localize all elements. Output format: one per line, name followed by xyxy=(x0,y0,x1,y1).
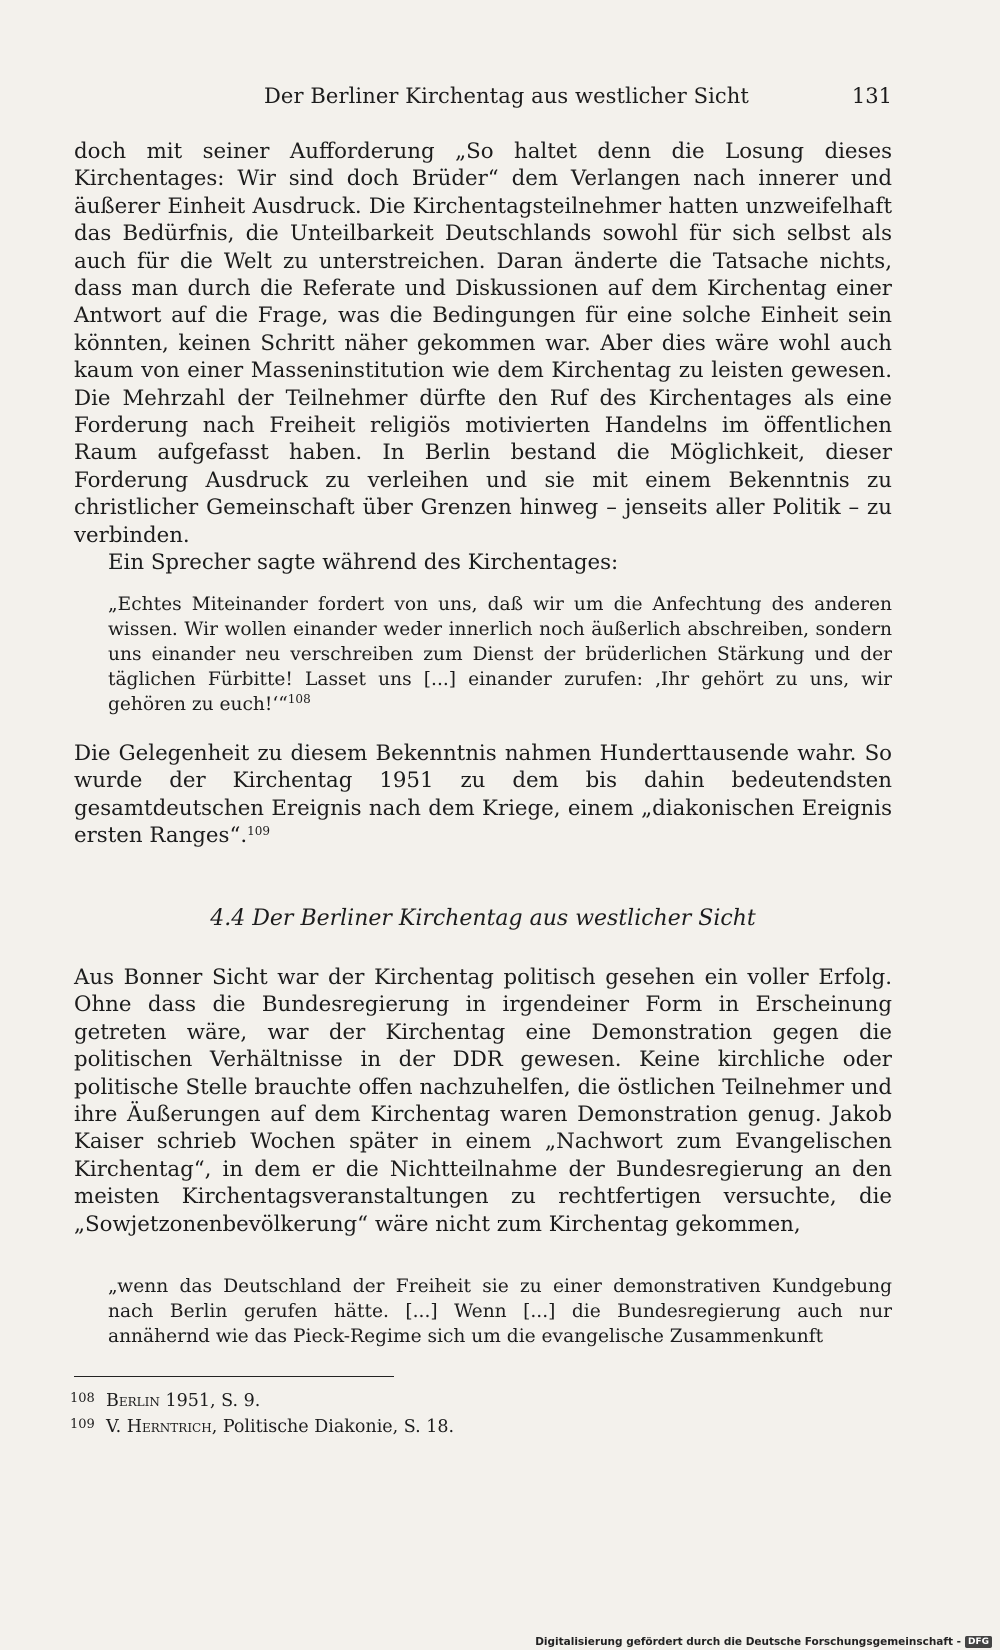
footnotes xyxy=(70,1387,890,1439)
footnote-ref-109[interactable]: 109 xyxy=(247,824,271,839)
footnote-108 xyxy=(70,1387,890,1413)
quote-2-text: „wenn das Deutschland der Freiheit sie zu einer demonstrativen Kundgebung nach Berlin gerufen hätte. [...] Wenn [...] die Bundesregierung auch nur annähernd wie das Pieck-Regime sich um die evangelische Zusammenkunft xyxy=(108,1276,892,1347)
paragraph-4: Aus Bonner Sicht war der Kirchentag politisch gesehen ein voller Erfolg. Ohne dass die Bundesregierung in irgendeiner Form in Erscheinung getreten wäre, war der Kirchentag eine Demonstration gegen die politischen Verhältnisse in der DDR gewesen. Keine kirchliche oder politische Stelle brauchte offen nachzuhelfen, die östlichen Teilnehmer und ihre Äußerungen auf dem Kirchentag waren Demonstration genug. Jakob Kaiser schrieb Wochen später in einem „Nachwort zum Evangelischen Kirchentag“, in dem er die Nichtteilnahme der Bundesregierung an den meisten Kirchentagsveranstaltungen zu rechtfertigen versuchte, die „Sowjetzonenbevölkerung“ wäre nicht zum Kirchentag gekommen, xyxy=(74,965,892,1237)
quote-1-text: „Echtes Miteinander fordert von uns, daß wir um die Anfechtung des anderen wissen. Wir wollen einander weder innerlich noch äußerlich abschreiben, sondern uns einander neu verschreiben zum Dienst der brüderlichen Stärkung und der täglichen Fürbitte! Lasset uns [...] einander zurufen: ‚Ihr gehört zu uns, wir gehören zu euch!‘“ xyxy=(108,594,892,715)
running-head xyxy=(74,84,892,114)
footnote-text: , Politische Diakonie, S. 18. xyxy=(211,1417,455,1437)
footnote-author: Berlin xyxy=(106,1391,160,1411)
footnote-109 xyxy=(70,1413,890,1439)
block-quote-1 xyxy=(108,592,892,717)
paragraph-2: Ein Sprecher sagte während des Kirchentages: xyxy=(108,550,619,576)
section-heading: 4.4 Der Berliner Kirchentag aus westlicher Sicht xyxy=(210,906,756,931)
body-text-bottom xyxy=(74,964,892,1238)
page-number: 131 xyxy=(851,84,892,108)
dfg-logo-icon: DFG xyxy=(965,1636,992,1648)
block-quote-2 xyxy=(108,1274,892,1349)
paragraph-1: doch mit seiner Aufforderung „So haltet denn die Losung dieses Kirchentages: Wir sind doch Brüder“ dem Verlangen nach innerer und äußerer Einheit Ausdruck. Die Kirchentagsteilnehmer hatten unzweifelhaft das Bedürfnis, die Unteilbarkeit Deutschlands sowohl für sich selbst als auch für die Welt zu unterstreichen. Daran änderte die Tatsache nichts, dass man durch die Referate und Diskussionen auf dem Kirchentag einer Antwort auf die Frage, was die Bedingungen für eine solche Einheit sein könnten, keinen Schritt näher gekommen war. Aber dies wäre wohl auch kaum von einer Masseninstitution wie dem Kirchentag zu leisten gewesen. Die Mehrzahl der Teilnehmer dürfte den Ruf des Kirchentages als eine Forderung nach Freiheit religiös motivierten Handelns im öffentlichen Raum aufgefasst haben. In Berlin bestand die Möglichkeit, dieser Forderung Ausdruck zu verleihen und sie mit einem Bekenntnis zu christlicher Gemeinschaft über Grenzen hinweg – jenseits aller Politik – zu verbinden. xyxy=(74,139,892,548)
paragraph-3: Die Gelegenheit zu diesem Bekenntnis nahmen Hunderttausende wahr. So wurde der Kirchentag 1951 zu dem bis dahin bedeutendsten gesamtdeutschen Ereignis nach dem Kriege, einem „diakonischen Ereignis ersten Ranges“. xyxy=(74,741,892,849)
footnote-ref-108[interactable]: 108 xyxy=(287,692,311,706)
footnote-prefix: V. xyxy=(106,1417,127,1437)
body-text-middle xyxy=(74,740,892,850)
body-text-top xyxy=(74,138,892,577)
footnote-author: Herntrich xyxy=(126,1417,212,1437)
footnote-rule xyxy=(74,1376,394,1377)
running-title: Der Berliner Kirchentag aus westlicher Sicht xyxy=(264,84,749,108)
footnote-text: 1951, S. 9. xyxy=(159,1391,261,1411)
footnote-number: 109 xyxy=(70,1417,95,1432)
digitization-note: Digitalisierung gefördert durch die Deutsche Forschungsgemeinschaft - xyxy=(535,1636,961,1648)
digitization-credit xyxy=(535,1636,992,1648)
footnote-number: 108 xyxy=(70,1391,95,1406)
